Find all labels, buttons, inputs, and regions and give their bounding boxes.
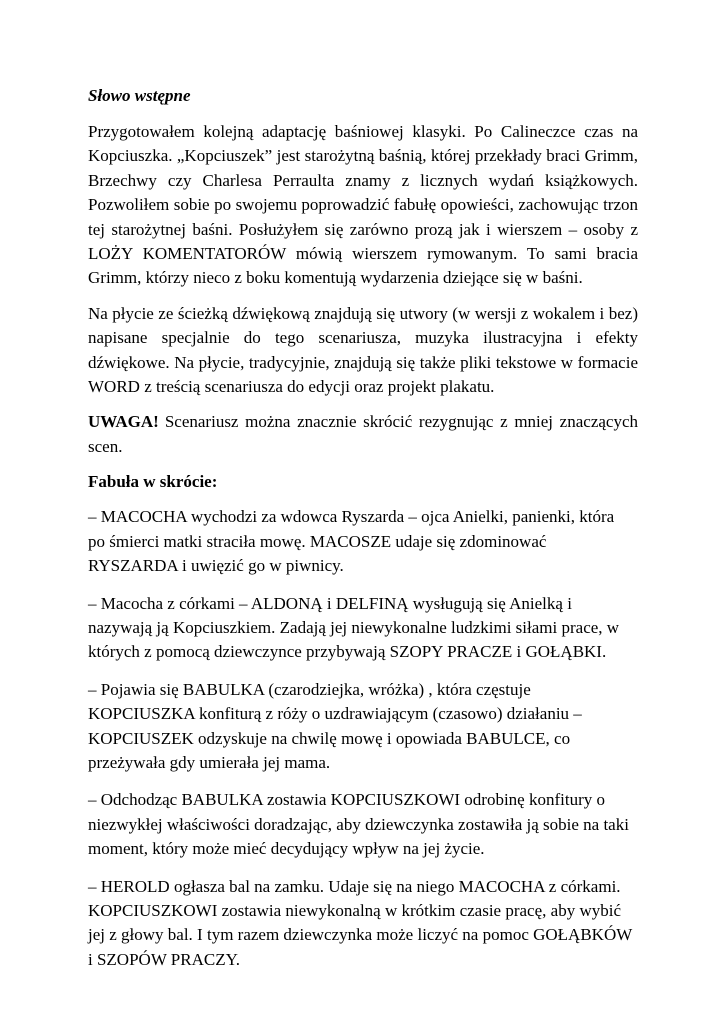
text-line: KOPCIUSZEK odzyskuje na chwilę mowę i opowiada BABULCE, co: [88, 728, 571, 748]
text-line: RYSZARDA i uwięzić go w piwnicy.: [88, 556, 344, 576]
text-line: KOPCIUSZKA konfiturą z róży o uzdrawiającym (czasowo) działaniu –: [88, 704, 582, 724]
text-line: WORD z treścią scenariusza do edycji oraz projekt plakatu.: [88, 377, 495, 397]
text-line: których z pomocą dziewczynce przybywają SZOPY PRACZE i GOŁĄBKI.: [88, 642, 607, 662]
text-line: – Odchodząc BABULKA zostawia KOPCIUSZKOWI odrobinę konfitury o: [88, 790, 605, 810]
text-line: KOPCIUSZKOWI zostawia niewykonalną w krótkim czasie pracę, aby wybić: [88, 900, 621, 920]
text-line: dźwiękowe. Na płycie, tradycyjnie, znajdują się także pliki tekstowe w formacie: [88, 352, 638, 372]
text-line: – Pojawia się BABULKA (czarodziejka, wróżka) , która częstuje: [88, 679, 531, 699]
warning-paragraph: [88, 410, 638, 459]
text-line: przeżywała gdy umierała jej mama.: [88, 752, 331, 772]
text-line: i SZOPÓW PRACZY.: [88, 949, 240, 969]
plot-item: [88, 505, 638, 578]
plot-item: [88, 875, 638, 973]
text-line: Kopciuszka. „Kopciuszek” jest starożytną baśnią, której przekłady braci Grimm,: [88, 146, 638, 166]
text-line: LOŻY KOMENTATORÓW mówią wierszem rymowanym. To sami bracia: [88, 244, 638, 264]
plot-heading: Fabuła w skrócie:: [88, 472, 218, 492]
text-line: – MACOCHA wychodzi za wdowca Ryszarda – ojca Anielki, panienki, która: [88, 507, 615, 527]
text-line: scen.: [88, 436, 123, 456]
plot-item: [88, 592, 638, 665]
text-line: moment, który może mieć decydujący wpływ na jej życie.: [88, 839, 485, 859]
text-line: niezwykłej właściwości doradzając, aby dziewczynka zostawiła ją sobie na taki: [88, 814, 629, 834]
text-line: Na płycie ze ścieżką dźwiękową znajdują się utwory (w wersji z wokalem i bez): [88, 303, 638, 323]
text-line: tej starożytnej baśni. Posłużyłem się zarówno prozą jak i wierszem – osoby z: [88, 219, 638, 239]
text-line: Grimm, którzy nieco z boku komentują wydarzenia dziejące się w baśni.: [88, 268, 583, 288]
plot-item: [88, 788, 638, 861]
text-line: Brzechwy czy Charlesa Perraulta znamy z licznych wydań książkowych.: [88, 170, 638, 190]
document-page: [88, 84, 638, 985]
warning-text: Scenariusz można znacznie skrócić rezygnując z mniej znaczących: [164, 412, 638, 432]
soundtrack-paragraph: [88, 302, 638, 400]
text-line: Pozwoliłem sobie po swojemu poprowadzić fabułę opowieści, zachowując trzon: [88, 195, 638, 215]
section-title: Słowo wstępne: [88, 86, 191, 105]
text-line: jej z głowy bal. I tym razem dziewczynka może liczyć na pomoc GOŁĄBKÓW: [88, 925, 633, 945]
text-line: – Macocha z córkami – ALDONĄ i DELFINĄ wysługują się Anielką i: [88, 593, 572, 613]
text-line: napisane specjalnie do tego scenariusza, muzyka ilustracyjna i efekty: [88, 328, 638, 348]
warning-label: UWAGA!: [88, 412, 159, 432]
text-line: – HEROLD ogłasza bal na zamku. Udaje się na niego MACOCHA z córkami.: [88, 876, 621, 896]
plot-item: [88, 678, 638, 776]
text-line: po śmierci matki straciła mowę. MACOSZE udaje się zdominować: [88, 531, 547, 551]
intro-paragraph: [88, 120, 638, 291]
text-line: [88, 410, 638, 434]
text-line: Przygotowałem kolejną adaptację baśniowej klasyki. Po Calineczce czas na: [88, 122, 638, 141]
text-line: nazywają ją Kopciuszkiem. Zadają jej niewykonalne ludzkimi siłami prace, w: [88, 617, 620, 637]
